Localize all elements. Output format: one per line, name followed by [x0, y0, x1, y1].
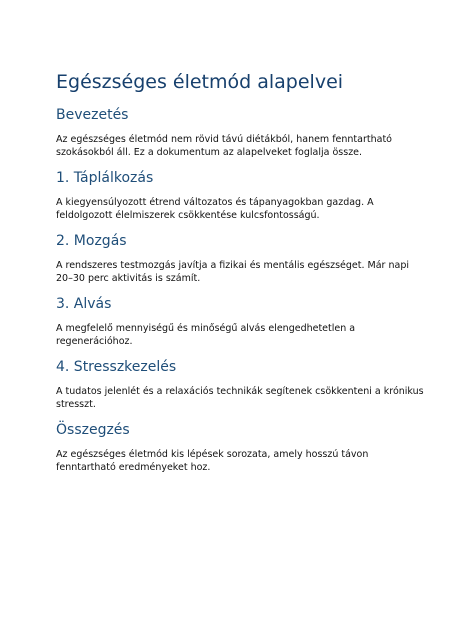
section-paragraph: A kiegyensúlyozott étrend változatos és tápanyagokban gazdag. A feldolgozott élelmiszerek csökkentése kulcsfontosságú. [56, 197, 374, 221]
section-sleep [56, 293, 426, 348]
section-paragraph: A rendszeres testmozgás javítja a fizikai és mentális egészséget. Már napi 20–30 perc aktivitás is számít. [56, 260, 409, 284]
section-heading: Bevezetés [56, 107, 129, 123]
section-heading: Összegzés [56, 422, 130, 438]
section-nutrition [56, 167, 426, 222]
document-title: Egészséges életmód alapelvei [56, 71, 344, 93]
section-heading: 2. Mozgás [56, 233, 127, 249]
section-exercise [56, 230, 426, 285]
document-page [56, 68, 426, 482]
section-paragraph: A tudatos jelenlét és a relaxációs technikák segítenek csökkenteni a krónikus stresszt. [56, 386, 424, 410]
section-introduction [56, 104, 426, 159]
section-heading: 4. Stresszkezelés [56, 359, 177, 375]
section-paragraph: Az egészséges életmód nem rövid távú diétákból, hanem fenntartható szokásokból áll. Ez a dokumentum az alapelveket foglalja össze. [56, 134, 392, 158]
section-heading: 3. Alvás [56, 296, 112, 312]
section-paragraph: Az egészséges életmód kis lépések sorozata, amely hosszú távon fenntartható eredményeket hoz. [56, 449, 369, 473]
section-stress-management [56, 356, 426, 411]
section-paragraph: A megfelelő mennyiségű és minőségű alvás elengedhetetlen a regenerációhoz. [56, 323, 356, 347]
section-summary [56, 419, 426, 474]
section-heading: 1. Táplálkozás [56, 170, 154, 186]
